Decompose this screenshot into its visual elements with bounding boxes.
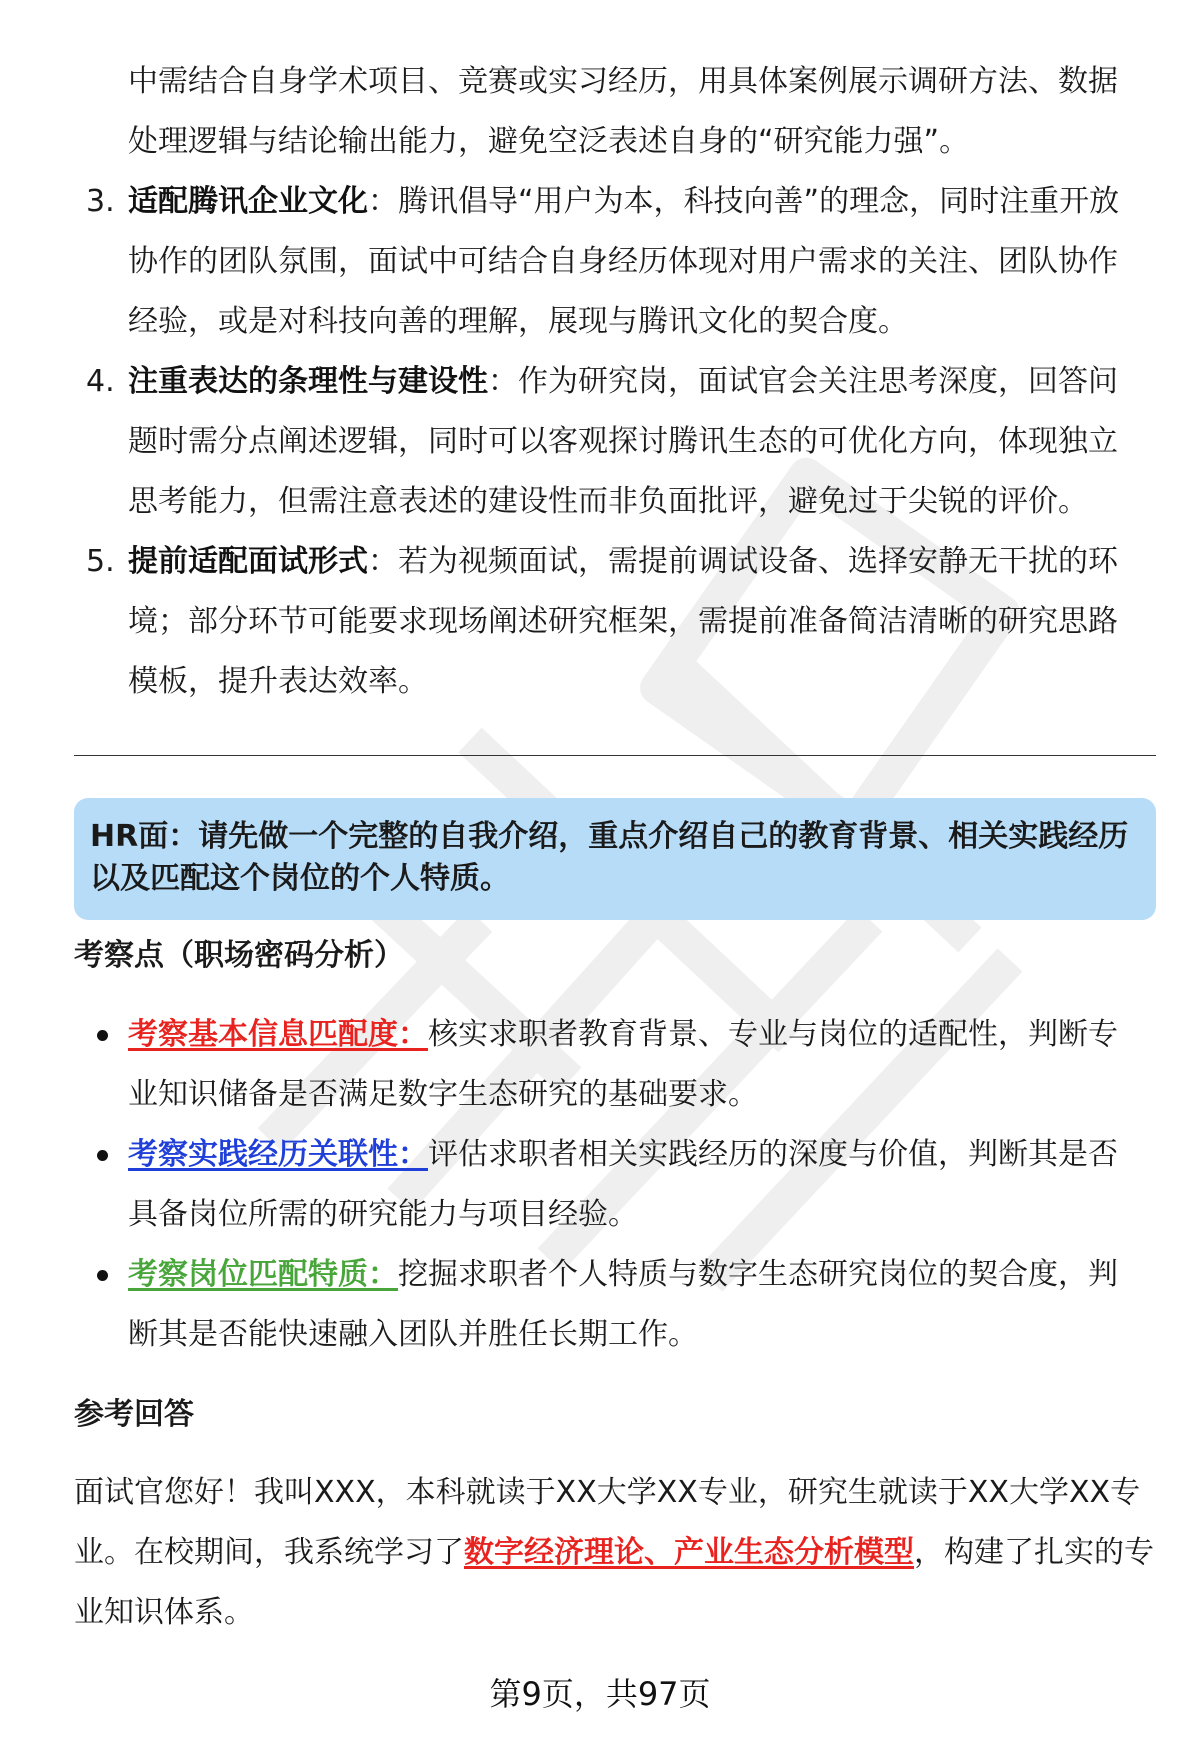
tip-text: ：腾讯倡导“用户为本，科技向善”的理念，同时注重开放协作的团队氛围，面试中可结合自身经历体现对用户需求的关注、团队协作经验，或是对科技向善的理解，展现与腾讯文化的契合度。 xyxy=(128,184,1120,339)
point-label: 考察实践经历关联性： xyxy=(128,1137,428,1172)
answer-text: 面试官您好！我叫XXX，本科就读于XX大学XX专业，研究生就读于XX大学XX专业。在校期间，我系统学习了 xyxy=(74,1475,1141,1570)
assessment-point xyxy=(0,1245,1200,1365)
tip-item-continued xyxy=(0,52,1200,172)
assessment-point xyxy=(0,1005,1200,1125)
assessment-point xyxy=(0,1125,1200,1245)
tip-item xyxy=(0,352,1200,532)
section-heading: 考察点（职场密码分析） xyxy=(74,938,404,973)
reference-answer xyxy=(74,1463,1156,1643)
point-text: 挖掘求职者个人特质与数字生态研究岗位的契合度，判断其是否能快速融入团队并胜任长期工作。 xyxy=(128,1257,1118,1352)
answer-highlight: 数字经济理论、产业生态分析模型 xyxy=(464,1535,914,1570)
point-text: 评估求职者相关实践经历的深度与价值，判断其是否具备岗位所需的研究能力与项目经验。 xyxy=(128,1137,1118,1232)
tip-text: ：若为视频面试，需提前调试设备、选择安静无干扰的环境；部分环节可能要求现场阐述研究框架，需提前准备简洁清晰的研究思路模板，提升表达效率。 xyxy=(128,544,1118,699)
tip-text: 中需结合自身学术项目、竞赛或实习经历，用具体案例展示调研方法、数据处理逻辑与结论输出能力，避免空泛表述自身的“研究能力强”。 xyxy=(128,64,1118,159)
point-label: 考察岗位匹配特质： xyxy=(128,1257,398,1292)
bullet-dot-icon xyxy=(97,1150,108,1161)
question-box: HR面：请先做一个完整的自我介绍，重点介绍自己的教育背景、相关实践经历以及匹配这个岗位的个人特质。 xyxy=(74,798,1156,920)
answer-text-end: ，构建了扎实的专业知识体系。 xyxy=(74,1535,1154,1630)
section-divider xyxy=(74,755,1156,756)
point-text: 核实求职者教育背景、专业与岗位的适配性，判断专业知识储备是否满足数字生态研究的基础要求。 xyxy=(128,1017,1118,1112)
reference-answer-heading: 参考回答 xyxy=(74,1397,194,1432)
page-number-footer: 第9页，共97页 xyxy=(489,1675,711,1713)
tip-text: ：作为研究岗，面试官会关注思考深度，回答问题时需分点阐述逻辑，同时可以客观探讨腾讯生态的可优化方向，体现独立思考能力，但需注意表述的建设性而非负面批评，避免过于尖锐的评价。 xyxy=(128,364,1118,519)
tip-number: 5. xyxy=(86,544,115,579)
bullet-dot-icon xyxy=(97,1270,108,1281)
tips-list xyxy=(0,52,1200,712)
tip-title: 适配腾讯企业文化 xyxy=(128,184,368,219)
bullet-dot-icon xyxy=(97,1030,108,1041)
tip-title: 注重表达的条理性与建设性 xyxy=(128,364,488,399)
point-label: 考察基本信息匹配度： xyxy=(128,1017,428,1052)
tip-item xyxy=(0,532,1200,712)
tip-number: 4. xyxy=(86,364,115,399)
tip-number: 3. xyxy=(86,184,115,219)
tip-item xyxy=(0,172,1200,352)
assessment-points-list xyxy=(0,1005,1200,1365)
tip-title: 提前适配面试形式 xyxy=(128,544,368,579)
